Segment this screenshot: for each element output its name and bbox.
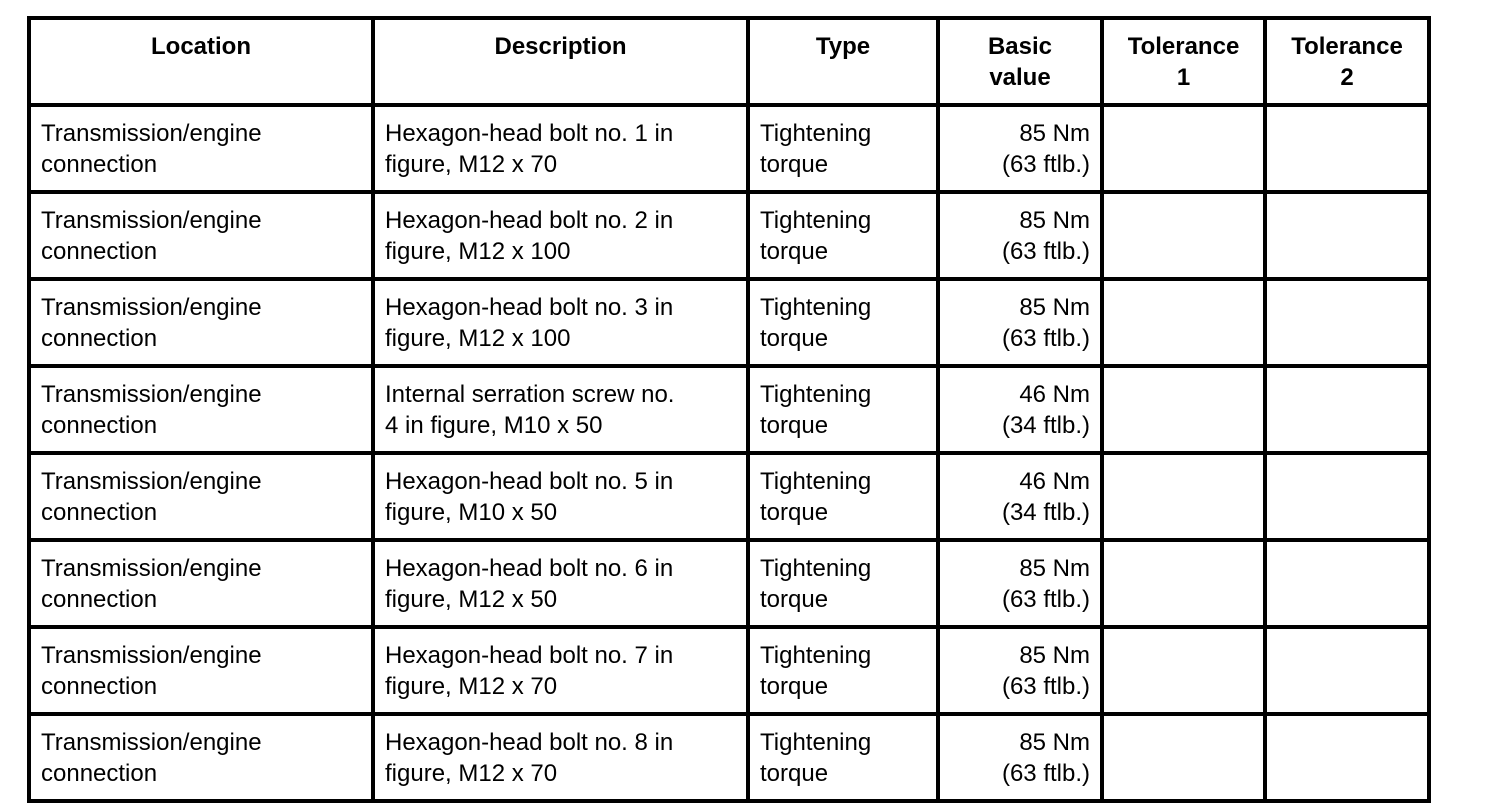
cell-tolerance-2 <box>1265 366 1429 453</box>
cell-location: Transmission/engine connection <box>29 279 373 366</box>
cell-location: Transmission/engine connection <box>29 714 373 801</box>
cell-tolerance-1 <box>1102 627 1265 714</box>
cell-tolerance-2 <box>1265 279 1429 366</box>
cell-location: Transmission/engine connection <box>29 105 373 192</box>
table-row <box>29 627 1429 714</box>
torque-specification-table <box>27 16 1431 803</box>
table-row <box>29 714 1429 801</box>
header-tolerance-2: Tolerance 2 <box>1265 18 1429 105</box>
cell-tolerance-2 <box>1265 453 1429 540</box>
cell-basic-value: 85 Nm (63 ftlb.) <box>938 627 1102 714</box>
cell-description: Hexagon-head bolt no. 3 in figure, M12 x 100 <box>373 279 748 366</box>
cell-type: Tightening torque <box>748 627 938 714</box>
table-row <box>29 366 1429 453</box>
cell-description: Internal serration screw no. 4 in figure, M10 x 50 <box>373 366 748 453</box>
table-row <box>29 453 1429 540</box>
header-basic-value: Basic value <box>938 18 1102 105</box>
table-header <box>29 18 1429 105</box>
table-row <box>29 192 1429 279</box>
cell-description: Hexagon-head bolt no. 1 in figure, M12 x 70 <box>373 105 748 192</box>
cell-tolerance-1 <box>1102 540 1265 627</box>
cell-description: Hexagon-head bolt no. 7 in figure, M12 x 70 <box>373 627 748 714</box>
cell-basic-value: 46 Nm (34 ftlb.) <box>938 366 1102 453</box>
table-row <box>29 105 1429 192</box>
header-type: Type <box>748 18 938 105</box>
header-location: Location <box>29 18 373 105</box>
cell-type: Tightening torque <box>748 366 938 453</box>
cell-basic-value: 85 Nm (63 ftlb.) <box>938 279 1102 366</box>
cell-tolerance-2 <box>1265 105 1429 192</box>
cell-tolerance-1 <box>1102 453 1265 540</box>
cell-tolerance-2 <box>1265 714 1429 801</box>
cell-basic-value: 85 Nm (63 ftlb.) <box>938 540 1102 627</box>
cell-tolerance-1 <box>1102 366 1265 453</box>
cell-description: Hexagon-head bolt no. 6 in figure, M12 x 50 <box>373 540 748 627</box>
cell-location: Transmission/engine connection <box>29 627 373 714</box>
cell-location: Transmission/engine connection <box>29 366 373 453</box>
cell-type: Tightening torque <box>748 105 938 192</box>
header-tolerance-1: Tolerance 1 <box>1102 18 1265 105</box>
cell-basic-value: 85 Nm (63 ftlb.) <box>938 714 1102 801</box>
cell-basic-value: 85 Nm (63 ftlb.) <box>938 105 1102 192</box>
cell-tolerance-2 <box>1265 540 1429 627</box>
cell-type: Tightening torque <box>748 714 938 801</box>
cell-location: Transmission/engine connection <box>29 453 373 540</box>
cell-tolerance-2 <box>1265 627 1429 714</box>
cell-location: Transmission/engine connection <box>29 192 373 279</box>
cell-type: Tightening torque <box>748 192 938 279</box>
cell-tolerance-1 <box>1102 192 1265 279</box>
cell-tolerance-1 <box>1102 714 1265 801</box>
cell-type: Tightening torque <box>748 279 938 366</box>
table-body <box>29 105 1429 801</box>
cell-type: Tightening torque <box>748 453 938 540</box>
cell-description: Hexagon-head bolt no. 2 in figure, M12 x 100 <box>373 192 748 279</box>
header-row <box>29 18 1429 105</box>
cell-description: Hexagon-head bolt no. 5 in figure, M10 x 50 <box>373 453 748 540</box>
cell-basic-value: 85 Nm (63 ftlb.) <box>938 192 1102 279</box>
cell-tolerance-1 <box>1102 105 1265 192</box>
cell-type: Tightening torque <box>748 540 938 627</box>
cell-tolerance-2 <box>1265 192 1429 279</box>
cell-location: Transmission/engine connection <box>29 540 373 627</box>
cell-basic-value: 46 Nm (34 ftlb.) <box>938 453 1102 540</box>
table-row <box>29 279 1429 366</box>
table-row <box>29 540 1429 627</box>
cell-description: Hexagon-head bolt no. 8 in figure, M12 x 70 <box>373 714 748 801</box>
cell-tolerance-1 <box>1102 279 1265 366</box>
header-description: Description <box>373 18 748 105</box>
